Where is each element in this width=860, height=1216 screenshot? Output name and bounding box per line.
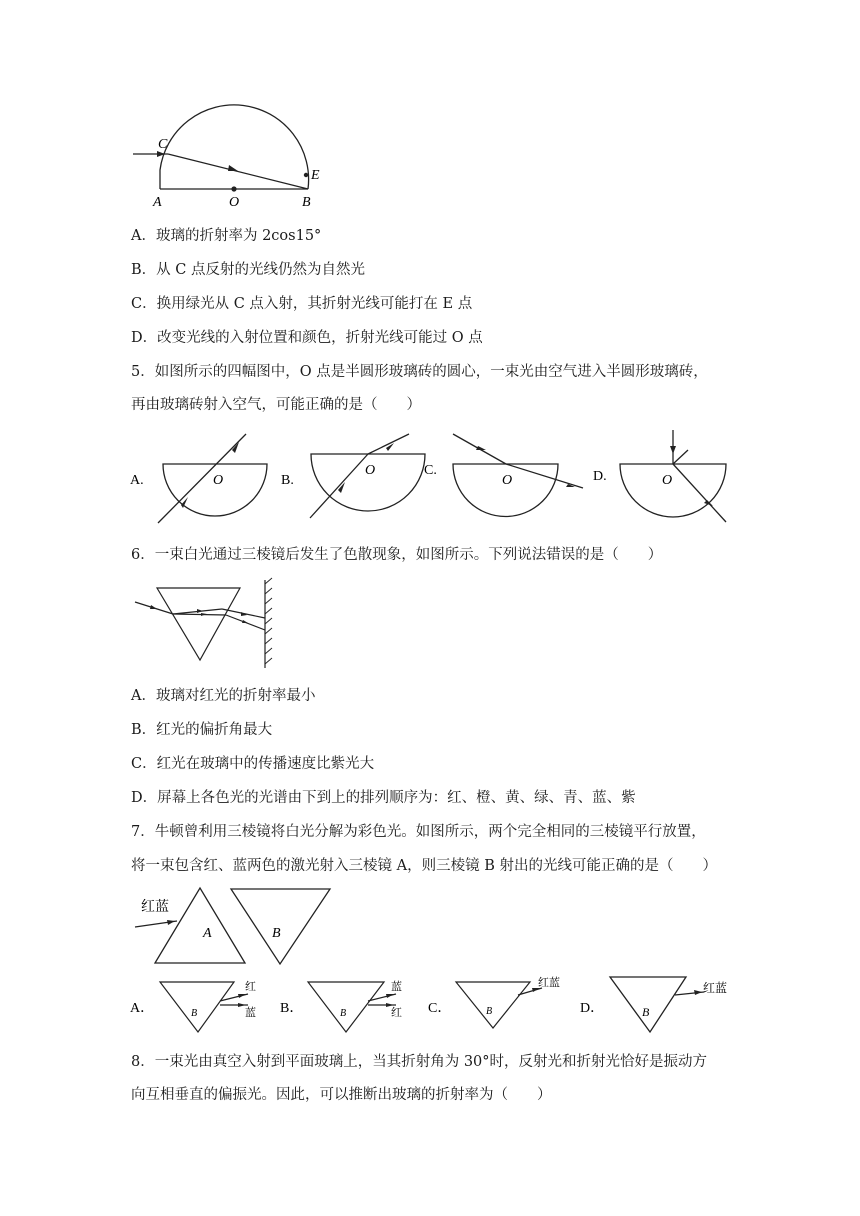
q7-a-prism: B (191, 1008, 198, 1019)
q7-a-top: 红 (245, 981, 256, 993)
q7-d-beam: 红蓝 (703, 981, 728, 995)
q5-center-o-d: O (662, 473, 673, 488)
prism-dispersion-figure (135, 580, 280, 675)
q7-stem-line1: 7．牛顿曾利用三棱镜将白光分解为彩色光。如图所示，两个完全相同的三棱镜平行放置， (131, 824, 706, 840)
q6-option-a: A．玻璃对红光的折射率最小 (131, 688, 316, 704)
label-b: B (302, 195, 311, 210)
q7-a-bottom: 蓝 (245, 1007, 256, 1019)
q7-b-bottom: 红 (391, 1007, 402, 1019)
q5-stem-line2: 再由玻璃砖射入空气，可能正确的是（ ） (131, 397, 421, 413)
q5-label-b: B. (281, 473, 294, 488)
q6-option-b: B．红光的偏折角最大 (131, 722, 273, 738)
q5-label-c: C. (424, 463, 437, 478)
q5-center-o-c: O (502, 473, 513, 488)
q8-stem-line1: 8．一束光由真空入射到平面玻璃上，当其折射角为 30°时，反射光和折射光恰好是振动方 (131, 1054, 708, 1070)
q7-label-d: D． (580, 1001, 605, 1016)
q6-option-c: C．红光在玻璃中的传播速度比紫光大 (131, 756, 375, 772)
q7-b-top: 蓝 (391, 981, 402, 993)
two-prisms-figure (135, 885, 335, 967)
prism-a-label: A (203, 926, 212, 941)
q5-center-o-b: O (365, 463, 376, 478)
q4-option-a: A．玻璃的折射率为 2cos15° (131, 228, 322, 244)
q5-options-figure (128, 426, 738, 526)
q4-option-d: D．改变光线的入射位置和颜色，折射光线可能过 O 点 (131, 330, 483, 346)
q5-stem-line1: 5．如图所示的四幅图中，O 点是半圆形玻璃砖的圆心，一束光由空气进入半圆形玻璃砖， (131, 364, 708, 380)
label-a: A (153, 195, 162, 210)
label-e: E (311, 168, 320, 183)
q8-stem-line2: 向互相垂直的偏振光。因此，可以推断出玻璃的折射率为（ ） (131, 1087, 552, 1103)
q7-stem-line2: 将一束包含红、蓝两色的激光射入三棱镜 A，则三棱镜 B 射出的光线可能正确的是（ ） (131, 858, 717, 874)
q7-d-prism: B (642, 1005, 650, 1019)
q7-label-b: B． (280, 1001, 304, 1016)
prism-b-label: B (272, 926, 281, 941)
q5-label-d: D. (593, 469, 607, 484)
q5-center-o-a: O (213, 473, 224, 488)
q7-c-beam: 红蓝 (538, 977, 560, 989)
q7-label-a: A． (130, 1001, 155, 1016)
q4-option-c: C．换用绿光从 C 点入射，其折射光线可能打在 E 点 (131, 296, 473, 312)
q7-b-prism: B (340, 1008, 347, 1019)
q4-option-b: B．从 C 点反射的光线仍然为自然光 (131, 262, 365, 278)
label-o: O (229, 195, 240, 210)
q6-stem: 6．一束白光通过三棱镜后发生了色散现象，如图所示。下列说法错误的是（ ） (131, 547, 663, 563)
label-c: C (158, 137, 168, 152)
q7-label-c: C． (428, 1001, 452, 1016)
semicircle-ray-figure (125, 108, 335, 208)
q6-option-d: D．屏幕上各色光的光谱由下到上的排列顺序为：红、橙、黄、绿、青、蓝、紫 (131, 790, 636, 806)
beam-label: 红蓝 (141, 900, 169, 915)
q5-label-a: A. (130, 473, 144, 488)
q7-options-figure (128, 974, 738, 1036)
q7-c-prism: B (486, 1006, 493, 1017)
